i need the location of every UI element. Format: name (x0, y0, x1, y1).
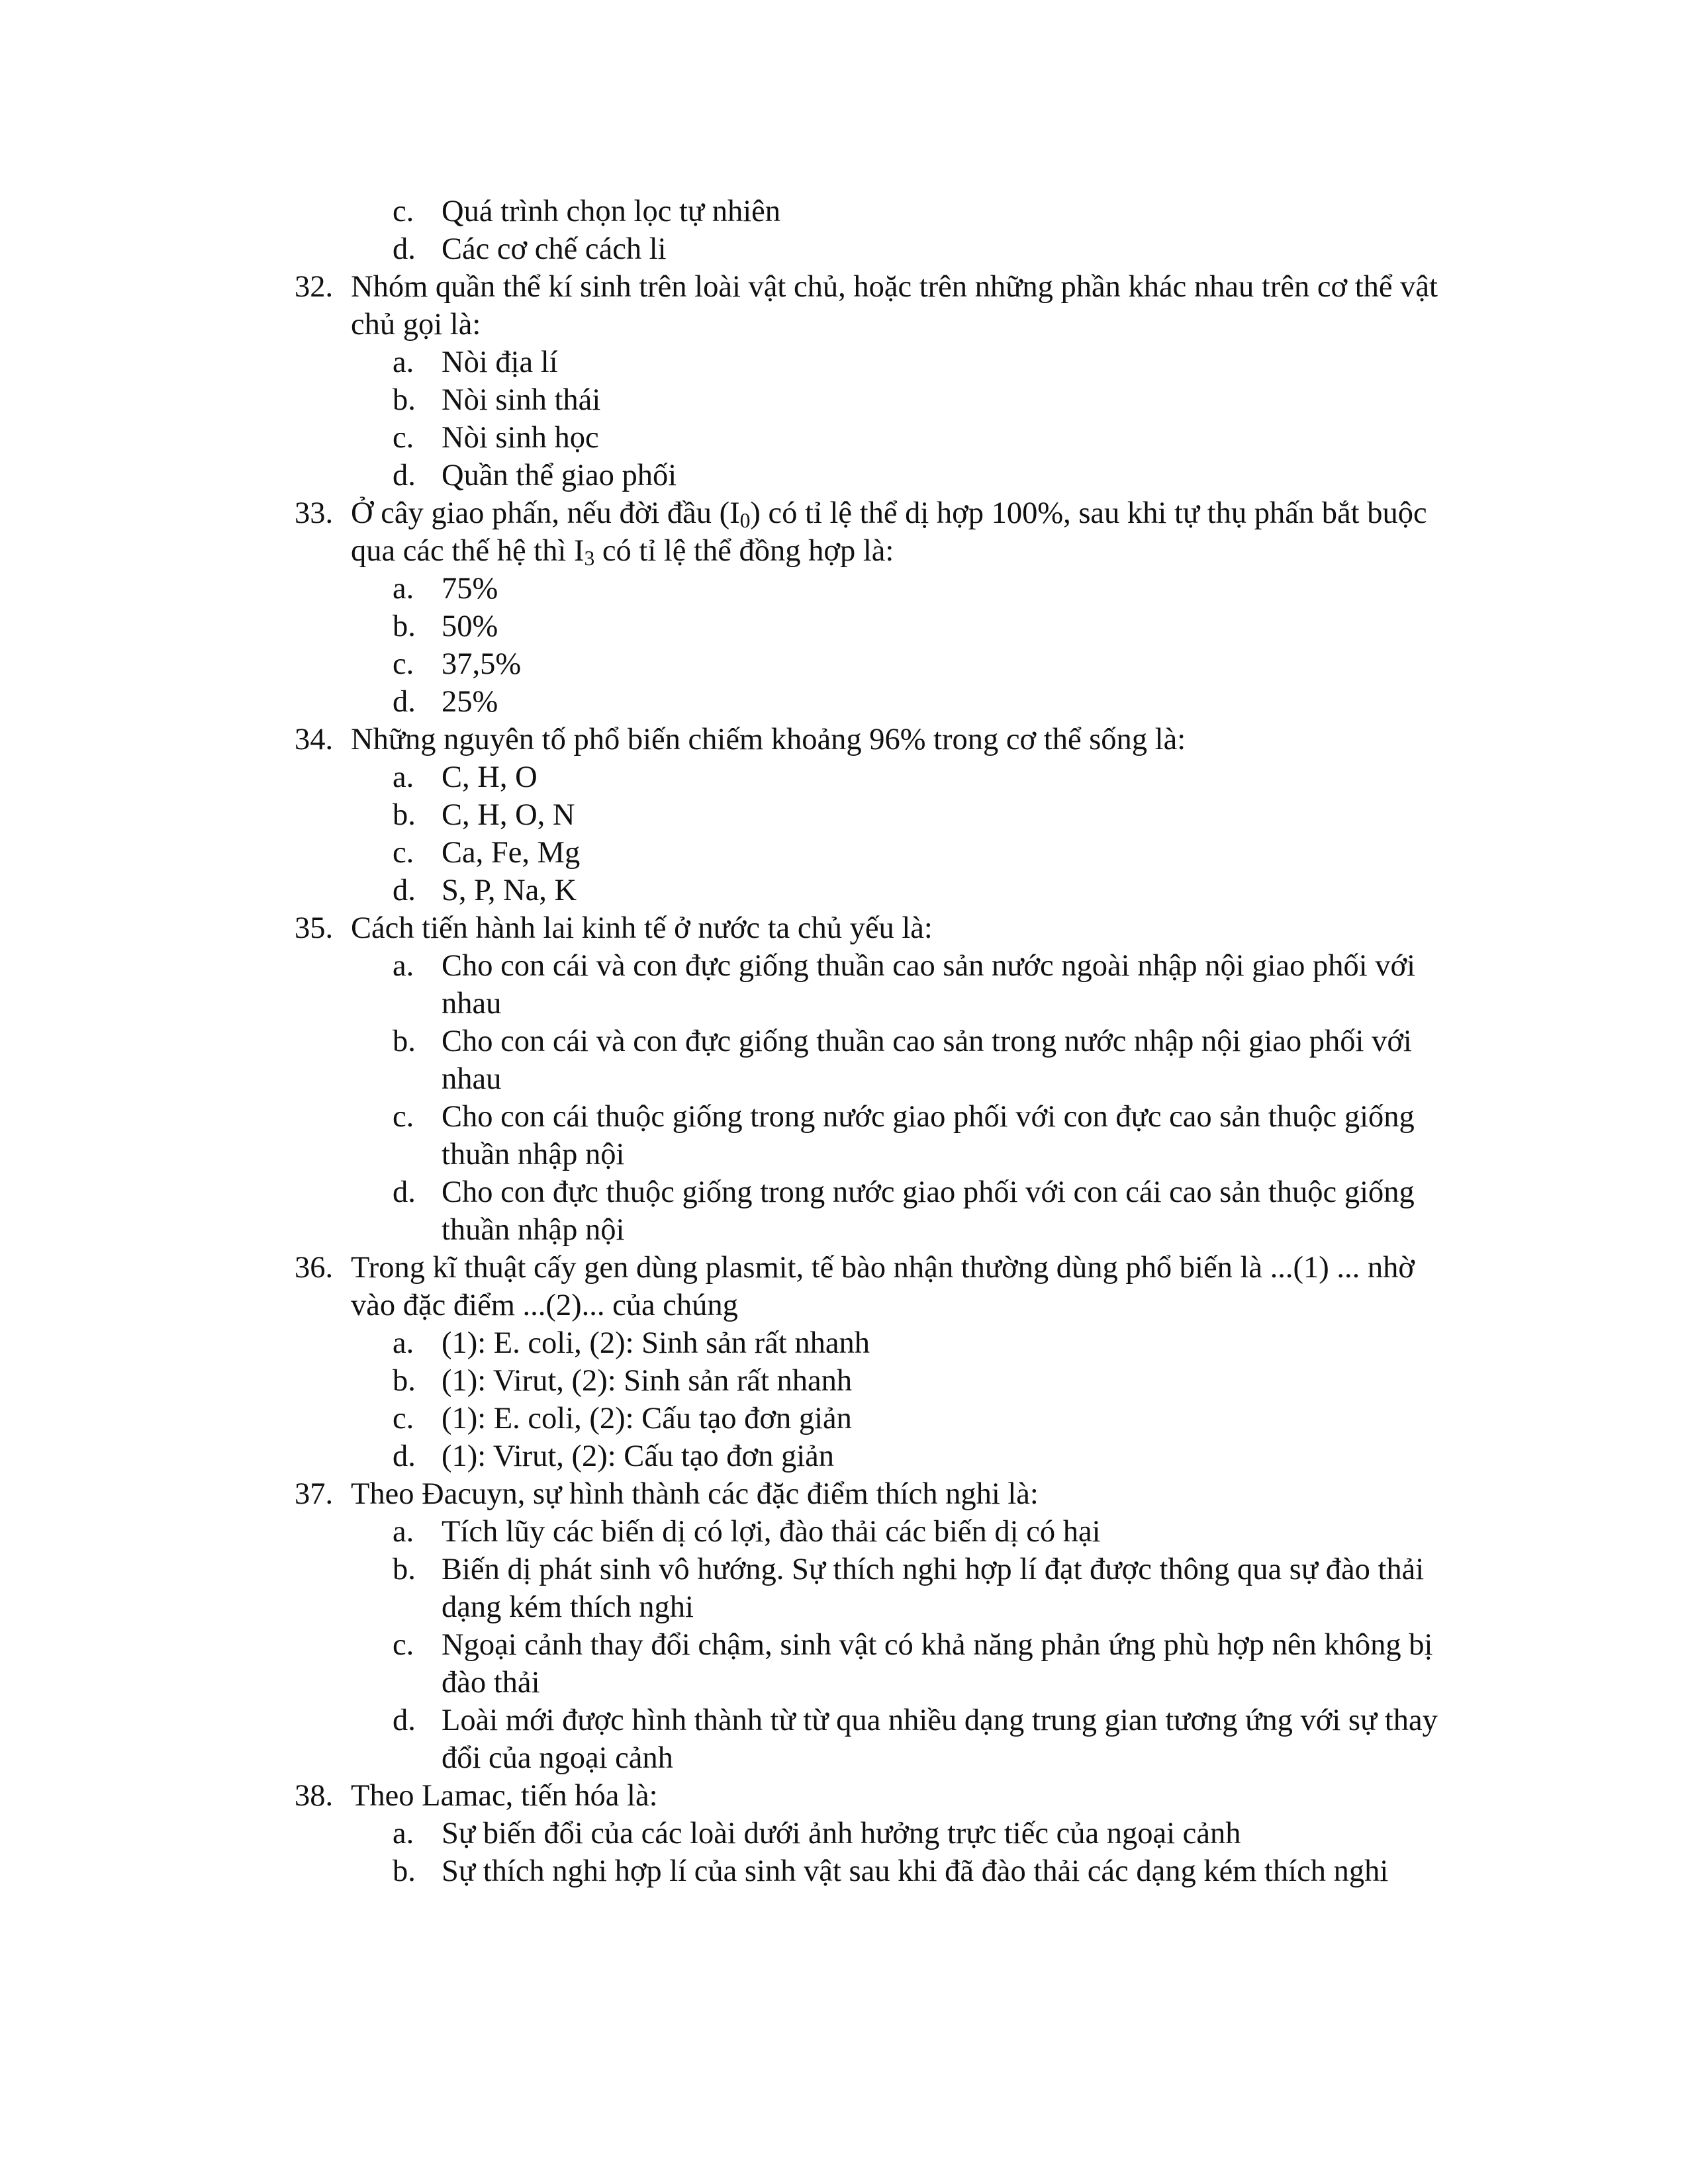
question-38 (295, 1777, 1466, 1815)
option-text: C, H, O, N (442, 798, 575, 832)
option-35-d (295, 1173, 1466, 1249)
option-text: Cho con cái và con đực giống thuần cao sản nước ngoài nhập nội giao phối với nhau (442, 949, 1415, 1021)
option-37-b (295, 1551, 1466, 1626)
option-label: b. (393, 610, 416, 643)
question-number: 33. (295, 496, 334, 530)
option-36-b (295, 1362, 1466, 1400)
question-text (344, 494, 1466, 570)
option-label: d. (393, 874, 416, 907)
option-34-d (295, 872, 1466, 909)
question-32 (295, 268, 1466, 343)
question-number: 36. (295, 1251, 334, 1285)
option-text: (1): Virut, (2): Cấu tạo đơn giản (442, 1439, 835, 1473)
option-38-b (295, 1852, 1466, 1890)
option-32-a (295, 343, 1466, 381)
option-text: Cho con đực thuộc giống trong nước giao phối với con cái cao sản thuộc giống thuần nhập nội (442, 1175, 1415, 1247)
option-label: d. (393, 232, 416, 266)
option-label: a. (393, 1817, 414, 1850)
option-text: Quần thể giao phối (442, 459, 677, 492)
question-number: 34. (295, 723, 334, 756)
option-text: Ngoại cảnh thay đổi chậm, sinh vật có khả năng phản ứng phù hợp nên không bị đào thải (442, 1628, 1433, 1700)
option-label: a. (393, 572, 414, 606)
question-36 (295, 1249, 1466, 1324)
option-37-a (295, 1513, 1466, 1551)
option-text: Tích lũy các biến dị có lợi, đào thải các biến dị có hại (442, 1515, 1101, 1549)
option-label: c. (393, 647, 414, 681)
option-text: Ca, Fe, Mg (442, 836, 581, 870)
option-text: Nòi địa lí (442, 345, 558, 379)
option-text: (1): E. coli, (2): Sinh sản rất nhanh (442, 1326, 870, 1360)
question-text: Trong kĩ thuật cấy gen dùng plasmit, tế bào nhận thường dùng phổ biến là ...(1) ... nhờ vào đặc điểm ...(2)... của chúng (351, 1251, 1415, 1322)
subscript: 3 (584, 546, 595, 570)
option-33-c (295, 645, 1466, 683)
option-text: Nòi sinh học (442, 421, 599, 455)
option-text: Nòi sinh thái (442, 383, 601, 417)
option-label: b. (393, 1024, 416, 1058)
option-text: 37,5% (442, 647, 522, 681)
question-text-part: có tỉ lệ thể đồng hợp là: (594, 534, 894, 568)
option-text: Các cơ chế cách li (442, 232, 667, 266)
option-33-d (295, 683, 1466, 721)
option-36-a (295, 1324, 1466, 1362)
question-number: 37. (295, 1477, 334, 1511)
option-34-a (295, 758, 1466, 796)
question-number: 32. (295, 270, 334, 304)
question-text: Theo Lamac, tiến hóa là: (351, 1779, 658, 1813)
question-text-part: Ở cây giao phấn, nếu đời đầu (I (351, 496, 740, 530)
question-35 (295, 909, 1466, 947)
option-label: d. (393, 1439, 416, 1473)
option-37-d (295, 1702, 1466, 1777)
option-34-b (295, 796, 1466, 834)
option-text: 75% (442, 572, 498, 606)
subscript: 0 (739, 508, 751, 532)
option-33-b (295, 608, 1466, 645)
option-label: c. (393, 421, 414, 455)
option-label: d. (393, 459, 416, 492)
question-text: Cách tiến hành lai kinh tế ở nước ta chủ yếu là: (351, 911, 933, 945)
option-36-d (295, 1437, 1466, 1475)
option-label: d. (393, 685, 416, 719)
option-label: c. (393, 1628, 414, 1662)
option-37-c (295, 1626, 1466, 1702)
question-text: Những nguyên tố phổ biến chiếm khoảng 96% trong cơ thể sống là: (351, 723, 1186, 756)
question-text-part: ) có tỉ lệ thể dị hợp 100%, sau khi tự thụ phấn bắt buộc qua các thế hệ thì I (351, 496, 1427, 568)
option-33-a (295, 570, 1466, 608)
option-prev-d (295, 230, 1466, 268)
question-number: 38. (295, 1779, 334, 1813)
option-label: b. (393, 383, 416, 417)
option-label: b. (393, 1364, 416, 1398)
option-text: C, H, O (442, 760, 538, 794)
question-number: 35. (295, 911, 334, 945)
option-35-a (295, 947, 1466, 1023)
option-32-c (295, 419, 1466, 457)
option-text: Cho con cái thuộc giống trong nước giao phối với con đực cao sản thuộc giống thuần nhập nội (442, 1100, 1415, 1171)
option-32-d (295, 457, 1466, 494)
option-label: a. (393, 949, 414, 983)
option-32-b (295, 381, 1466, 419)
option-text: Sự biến đổi của các loài dưới ảnh hưởng trực tiếc của ngoại cảnh (442, 1817, 1241, 1850)
option-label: d. (393, 1175, 416, 1209)
option-35-b (295, 1023, 1466, 1098)
option-text: Cho con cái và con đực giống thuần cao sản trong nước nhập nội giao phối với nhau (442, 1024, 1412, 1096)
question-text: Nhóm quần thể kí sinh trên loài vật chủ, hoặc trên những phần khác nhau trên cơ thể vật chủ gọi là: (351, 270, 1438, 341)
option-label: d. (393, 1704, 416, 1737)
option-label: b. (393, 1553, 416, 1586)
option-text: 50% (442, 610, 498, 643)
question-34 (295, 721, 1466, 758)
option-text: Quá trình chọn lọc tự nhiên (442, 195, 781, 228)
option-text: 25% (442, 685, 498, 719)
option-text: Sự thích nghi hợp lí của sinh vật sau khi đã đào thải các dạng kém thích nghi (442, 1854, 1389, 1888)
option-36-c (295, 1400, 1466, 1437)
question-37 (295, 1475, 1466, 1513)
page-content (295, 193, 1466, 1890)
option-label: a. (393, 1515, 414, 1549)
option-label: c. (393, 195, 414, 228)
option-label: b. (393, 1854, 416, 1888)
option-label: c. (393, 1100, 414, 1134)
option-label: c. (393, 836, 414, 870)
option-text: S, P, Na, K (442, 874, 577, 907)
option-38-a (295, 1815, 1466, 1852)
question-text: Theo Đacuyn, sự hình thành các đặc điểm thích nghi là: (351, 1477, 1039, 1511)
option-34-c (295, 834, 1466, 872)
option-label: a. (393, 760, 414, 794)
option-label: c. (393, 1402, 414, 1435)
option-text: (1): E. coli, (2): Cấu tạo đơn giản (442, 1402, 852, 1435)
option-label: a. (393, 345, 414, 379)
option-label: a. (393, 1326, 414, 1360)
option-prev-c (295, 193, 1466, 230)
option-text: (1): Virut, (2): Sinh sản rất nhanh (442, 1364, 853, 1398)
option-label: b. (393, 798, 416, 832)
question-33 (295, 494, 1466, 570)
option-text: Loài mới được hình thành từ từ qua nhiều dạng trung gian tương ứng với sự thay đổi của ngoại cảnh (442, 1704, 1438, 1775)
option-text: Biến dị phát sinh vô hướng. Sự thích nghi hợp lí đạt được thông qua sự đào thải dạng kém thích nghi (442, 1553, 1425, 1624)
option-35-c (295, 1098, 1466, 1173)
